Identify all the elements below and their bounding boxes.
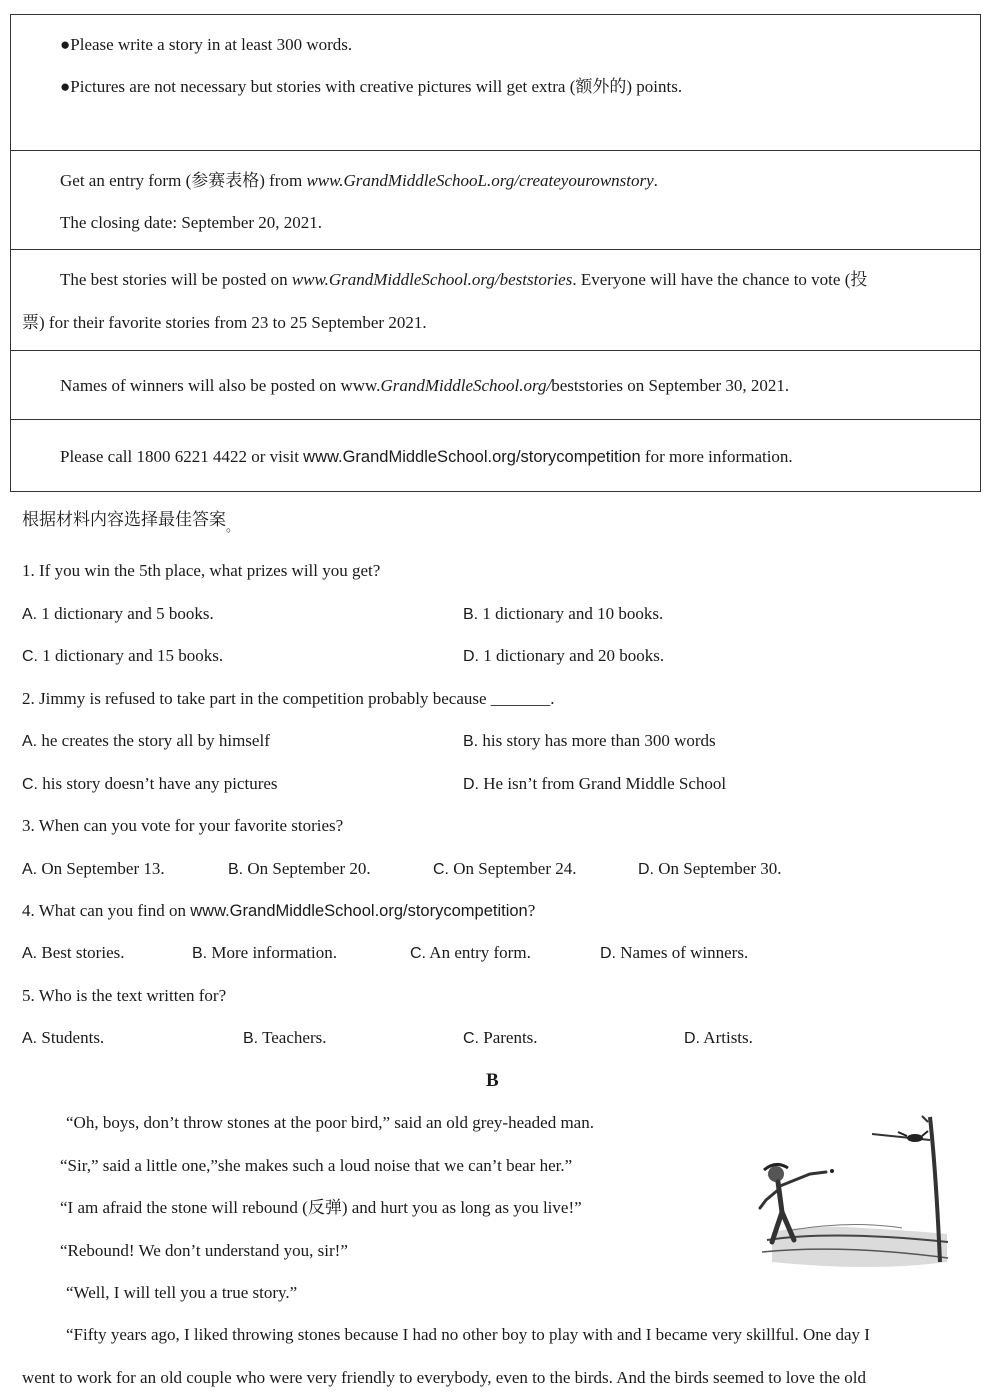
closing-date: The closing date: September 20, 2021. — [60, 213, 323, 232]
story-line: “Fifty years ago, I liked throwing stones because I had no other boy to play with and I became very skillful. One day I — [66, 1325, 870, 1344]
option-3a[interactable]: A. On September 13. — [22, 859, 165, 878]
option-3c[interactable]: C. On September 24. — [433, 859, 577, 878]
section-b-heading: B — [486, 1070, 499, 1091]
box-divider — [10, 249, 981, 250]
question-5: 5. Who is the text written for? — [22, 986, 227, 1005]
winners-line: Names of winners will also be posted on www.GrandMiddleSchool.org/beststories on September 30, 2021. — [60, 376, 790, 395]
story-line: “Sir,” said a little one,”she makes such a loud noise that we can’t bear her.” — [60, 1156, 573, 1175]
option-1b[interactable]: B. 1 dictionary and 10 books. — [463, 604, 664, 623]
entry-form-line: Get an entry form (参赛表格) from www.GrandMiddleSchooL.org/createyourownstory. — [60, 171, 658, 190]
entry-url[interactable]: www.GrandMiddleSchooL.org/createyourownstory — [306, 171, 654, 190]
option-4b[interactable]: B. More information. — [192, 943, 337, 962]
story-line: went to work for an old couple who were very friendly to everybody, even to the birds. And the birds seemed to love the old — [22, 1368, 866, 1387]
story-line: “Oh, boys, don’t throw stones at the poor bird,” said an old grey-headed man. — [66, 1113, 594, 1132]
best-stories-url[interactable]: www.GrandMiddleSchool.org/beststories — [291, 270, 573, 289]
option-5c[interactable]: C. Parents. — [463, 1028, 538, 1047]
option-1c[interactable]: C. 1 dictionary and 15 books. — [22, 646, 224, 665]
instruction: 根据材料内容选择最佳答案$_。$ — [22, 510, 240, 534]
option-1a[interactable]: A. 1 dictionary and 5 books. — [22, 604, 214, 623]
best-stories-line: The best stories will be posted on www.GrandMiddleSchool.org/beststories. Everyone will have the chance to vote (投 — [60, 270, 868, 289]
box-divider — [10, 350, 981, 351]
question-4-url[interactable]: www.GrandMiddleSchool.org/storycompetition — [190, 902, 528, 920]
question-4: 4. What can you find on www.GrandMiddleSchool.org/storycompetition? — [22, 901, 536, 920]
option-5d[interactable]: D. Artists. — [684, 1028, 753, 1047]
question-3: 3. When can you vote for your favorite stories? — [22, 816, 344, 835]
option-4d[interactable]: D. Names of winners. — [600, 943, 749, 962]
option-5a[interactable]: A. Students. — [22, 1028, 105, 1047]
winners-url[interactable]: GrandMiddleSchool.org/ — [380, 376, 552, 395]
box-divider — [10, 419, 981, 420]
box-divider — [10, 150, 981, 151]
question-2: 2. Jimmy is refused to take part in the competition probably because _______. — [22, 689, 555, 708]
option-3d[interactable]: D. On September 30. — [638, 859, 782, 878]
option-3b[interactable]: B. On September 20. — [228, 859, 371, 878]
best-stories-line-2: 票) for their favorite stories from 23 to 25 September 2021. — [22, 313, 427, 332]
option-4a[interactable]: A. Best stories. — [22, 943, 125, 962]
contact-line: Please call 1800 6221 4422 or visit www.GrandMiddleSchool.org/storycompetition for more information. — [60, 447, 793, 466]
option-1d[interactable]: D. 1 dictionary and 20 books. — [463, 646, 665, 665]
option-5b[interactable]: B. Teachers. — [243, 1028, 327, 1047]
question-1: 1. If you win the 5th place, what prizes will you get? — [22, 561, 381, 580]
option-2a[interactable]: A. he creates the story all by himself — [22, 731, 270, 750]
option-2d[interactable]: D. He isn’t from Grand Middle School — [463, 774, 727, 793]
story-line: “Rebound! We don’t understand you, sir!” — [60, 1241, 348, 1260]
story-line: “I am afraid the stone will rebound (反弹) and hurt you as long as you live!” — [60, 1198, 582, 1217]
rule-pictures: ●Pictures are not necessary but stories with creative pictures will get extra (额外的) points. — [60, 77, 683, 96]
boy-throwing-stone-illustration — [752, 1112, 952, 1277]
competition-url[interactable]: www.GrandMiddleSchool.org/storycompetition — [303, 448, 641, 466]
option-2b[interactable]: B. his story has more than 300 words — [463, 731, 716, 750]
option-2c[interactable]: C. his story doesn’t have any pictures — [22, 774, 278, 793]
rule-word-count: ●Please write a story in at least 300 words. — [60, 35, 353, 54]
option-4c[interactable]: C. An entry form. — [410, 943, 531, 962]
story-line: “Well, I will tell you a true story.” — [66, 1283, 298, 1302]
